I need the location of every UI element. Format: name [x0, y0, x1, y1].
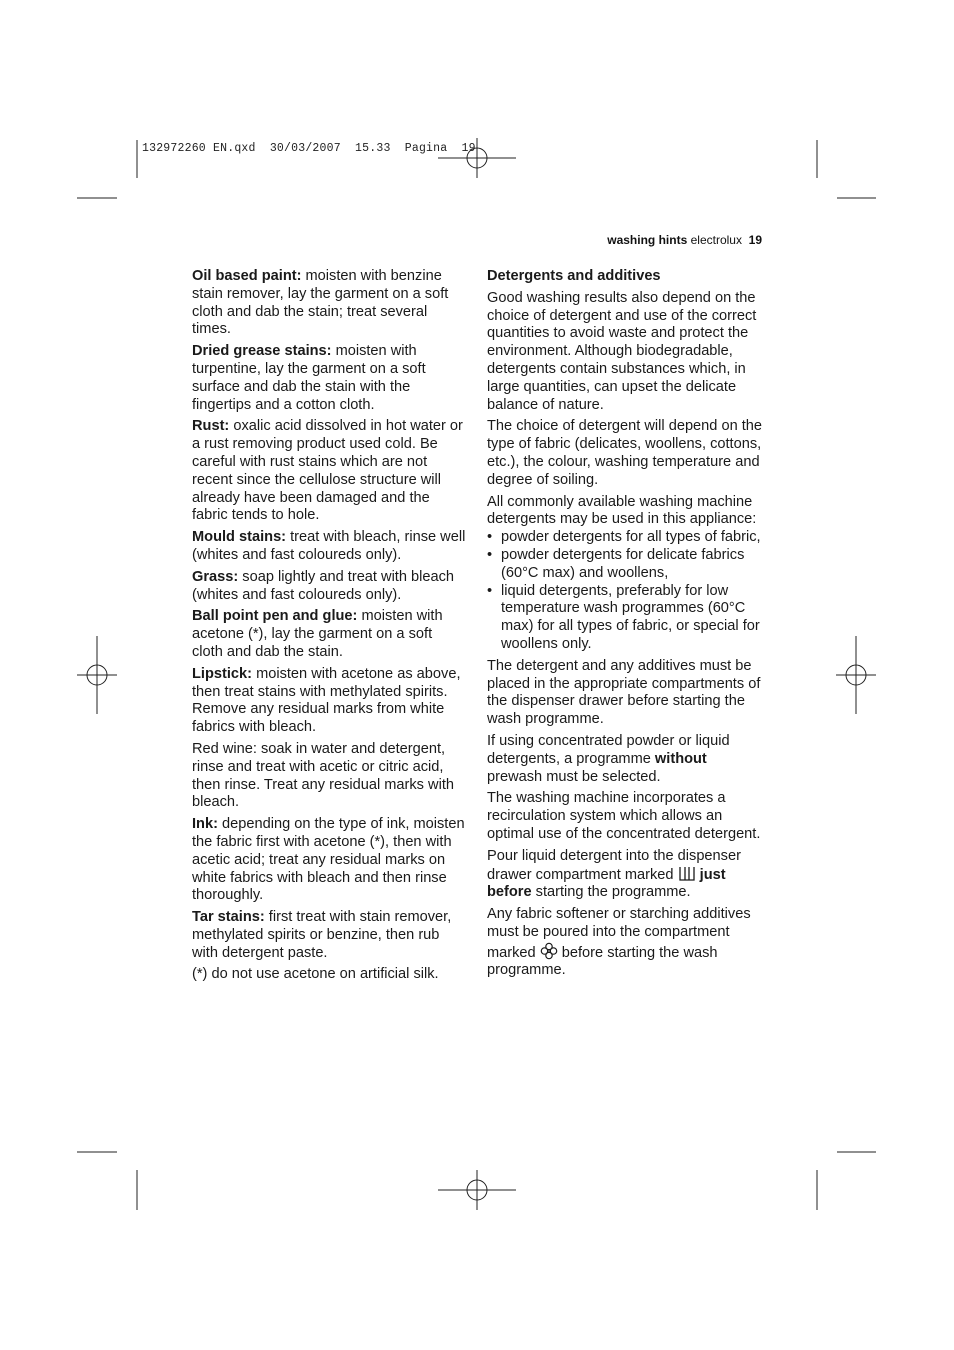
footnote: (*) do not use acetone on artificial silk. — [192, 966, 439, 983]
list-item: • powder detergents for delicate fabrics (60°C max) and woollens, — [487, 547, 763, 583]
section-heading: Detergents and additives — [487, 268, 661, 284]
paragraph: All commonly available washing machine detergents may be used in this appliance: — [487, 493, 757, 528]
stain-guide-column — [192, 268, 466, 988]
registration-mark-left — [77, 636, 117, 714]
term: Grass: — [192, 568, 239, 585]
paragraph-ballpoint: Ball point pen and glue: moisten with acetone (*), lay the garment on a soft cloth and dab the stain. — [192, 608, 443, 660]
list-item: • powder detergents for all types of fabric, — [487, 529, 763, 547]
term: Rust: — [192, 418, 230, 435]
softener-flower-icon — [540, 942, 558, 960]
term: Ink: — [192, 816, 218, 833]
paragraph-tar: Tar stains: first treat with stain remover, methylated spirits or benzine, then rub with detergent paste. — [192, 909, 452, 961]
header-brand: electrolux — [690, 233, 742, 247]
term: Tar stains: — [192, 909, 265, 926]
paragraph-dried-grease: Dried grease stains: moisten with turpentine, lay the garment on a soft surface and dab the stain with the fingertips and a cotton cloth. — [192, 343, 426, 413]
detergent-types-list — [487, 529, 763, 654]
header-section: washing hints — [607, 233, 688, 247]
paragraph: The detergent and any additives must be placed in the appropriate compartments of the dispenser drawer before starting the wash programme. — [487, 657, 761, 728]
paragraph-grass: Grass: soap lightly and treat with bleach (whites and fast coloureds only). — [192, 568, 455, 603]
paragraph-liquid-detergent: Pour liquid detergent into the dispenser drawer compartment marked just before starting the programme. — [487, 847, 741, 901]
paragraph: The choice of detergent will depend on the type of fabric (delicates, woollens, cottons, etc.), the colour, washing temperature and degree of soiling. — [487, 418, 763, 488]
paragraph-lipstick: Lipstick: moisten with acetone as above, then treat stains with methylated spirits. Remove any residual marks from white fabrics with bleach. — [192, 665, 461, 736]
paragraph-oil-paint: Oil based paint: moisten with benzine stain remover, lay the garment on a soft cloth and dab the stain; treat several times. — [192, 268, 449, 338]
registration-mark-right — [836, 636, 876, 714]
list-item: • liquid detergents, preferably for low temperature wash programmes (60°C max) for all types of fabric, or special for woollens only. — [487, 583, 763, 654]
main-wash-compartment-icon — [678, 866, 696, 882]
paragraph-ink: Ink: depending on the type of ink, moisten the fabric first with acetone (*), then with acetic acid; treat any residual marks on white fabrics with bleach and then rinse thoroughly. — [192, 816, 465, 904]
term: Oil based paint: — [192, 268, 302, 284]
detergents-column — [487, 268, 763, 984]
term: Mould stains: — [192, 529, 287, 546]
paragraph: The washing machine incorporates a recirculation system which allows an optimal use of the concentrated detergent. — [487, 790, 761, 842]
running-header — [607, 233, 762, 247]
paragraph-rust: Rust: oxalic acid dissolved in hot water or a rust removing product used cold. Be careful with rust stains which are not recent since the cellulose structure will already have been damaged and the fabric tends to hole. — [192, 418, 463, 524]
term: Lipstick: — [192, 665, 253, 682]
paragraph-concentrated: If using concentrated powder or liquid detergents, a programme without prewash must be selected. — [487, 732, 730, 785]
page-number: 19 — [748, 233, 762, 247]
registration-mark-bottom — [438, 1170, 516, 1210]
paragraph-softener: Any fabric softener or starching additives must be poured into the compartment marked before starting the wash programme. — [487, 906, 751, 979]
term: Dried grease stains: — [192, 343, 332, 360]
paragraph: Good washing results also depend on the choice of detergent and use of the correct quantities to avoid waste and protect the environment. Although biodegradable, detergents contain substances which, in large quantities, can upset the delicate balance of nature. — [487, 289, 757, 413]
paragraph-mould: Mould stains: treat with bleach, rinse well (whites and fast coloureds only). — [192, 529, 466, 563]
print-slug: 132972260 EN.qxd 30/03/2007 15.33 Pagina 19 — [142, 142, 476, 155]
term: Ball point pen and glue: — [192, 608, 358, 625]
paragraph-red-wine: Red wine: soak in water and detergent, rinse and treat with acetic or citric acid, then rinse. Treat any residual marks with bleach. — [192, 740, 454, 811]
